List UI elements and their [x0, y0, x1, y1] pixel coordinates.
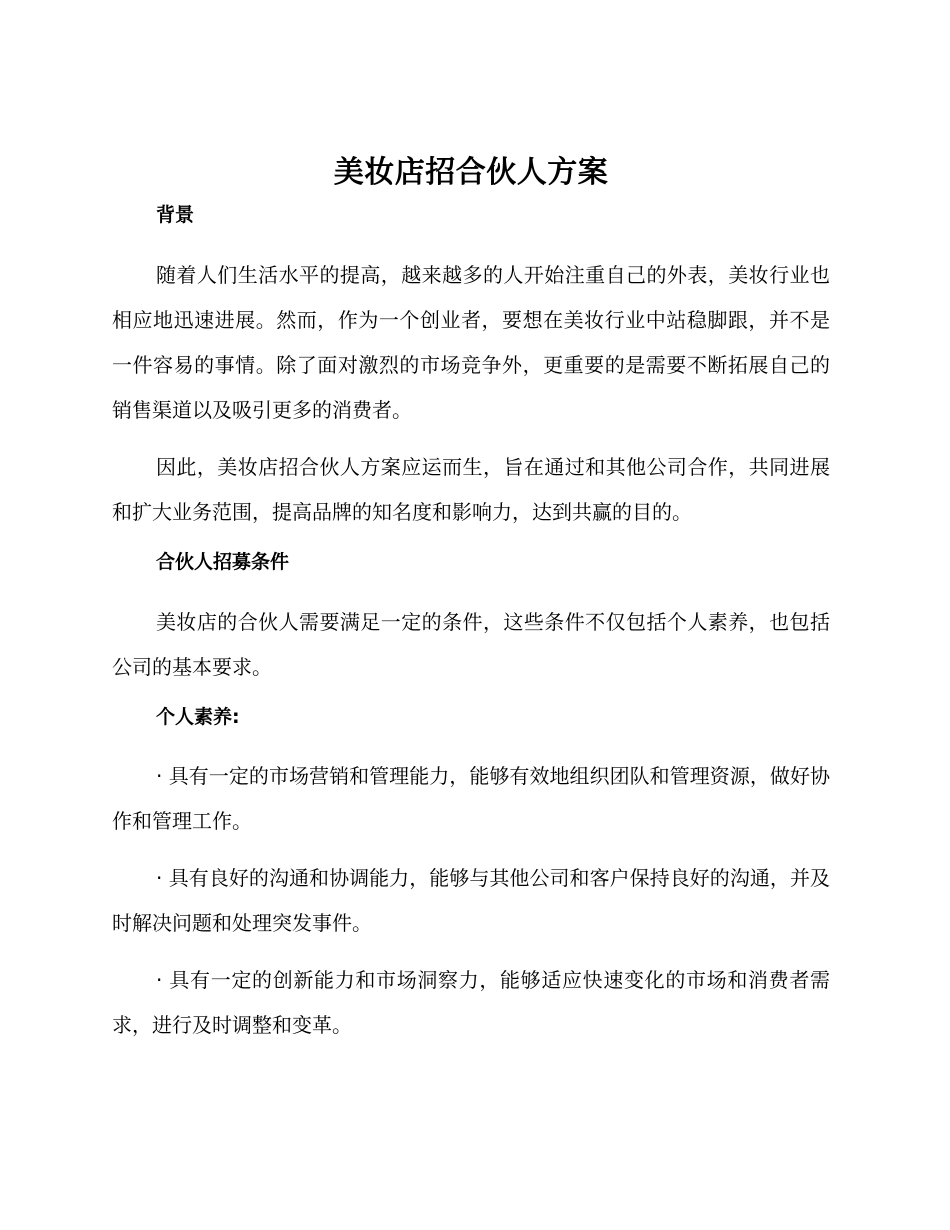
- section-heading-background: 背景: [156, 204, 195, 226]
- paragraph: 因此，美妆店招合伙人方案应运而生，旨在通过和其他公司合作，共同进展和扩大业务范围，提高品牌的知名度和影响力，达到共赢的目的。: [112, 455, 830, 524]
- list-item: · 具有良好的沟通和协调能力，能够与其他公司和客户保持良好的沟通，并及时解决问题和处理突发事件。: [112, 866, 830, 935]
- section-heading-personal: 个人素养:: [156, 706, 240, 728]
- page-title: 美妆店招合伙人方案: [333, 155, 609, 190]
- paragraph: 随着人们生活水平的提高，越来越多的人开始注重自己的外表，美妆行业也相应地迅速进展。然而，作为一个创业者，要想在美妆行业中站稳脚跟，并不是一件容易的事情。除了面对激烈的市场竞争外，更重要的是需要不断拓展自己的销售渠道以及吸引更多的消费者。: [112, 263, 830, 422]
- section-heading-conditions: 合伙人招募条件: [156, 551, 290, 573]
- list-item: · 具有一定的创新能力和市场洞察力，能够适应快速变化的市场和消费者需求，进行及时调整和变革。: [112, 968, 830, 1037]
- list-item: · 具有一定的市场营销和管理能力，能够有效地组织团队和管理资源，做好协作和管理工作。: [112, 764, 830, 833]
- paragraph: 美妆店的合伙人需要满足一定的条件，这些条件不仅包括个人素养，也包括公司的基本要求。: [112, 610, 830, 679]
- document-page: [112, 150, 830, 1060]
